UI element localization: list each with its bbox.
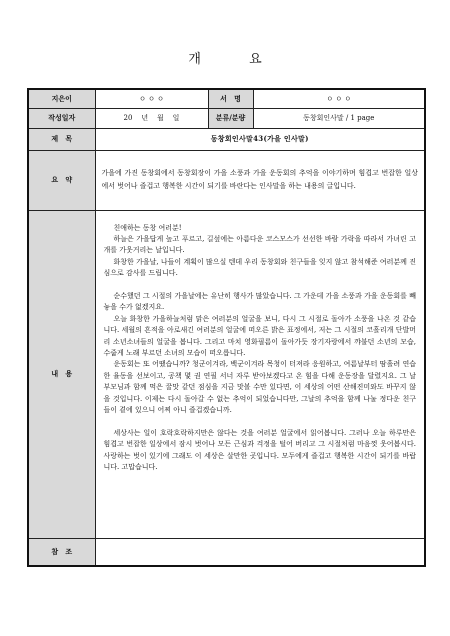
summary-form-table <box>27 88 426 567</box>
notes-row <box>28 538 425 566</box>
summary-text: 가을에 가진 동창회에서 동창회장이 가을 소풍과 가을 운동회의 추억을 이야기하며 힘겹고 번잡한 일상에서 벗어나 즐겁고 행복한 시간이 되기를 바란다는 인사말을 하는 내용의 글입니다. <box>95 150 425 210</box>
summary-row <box>28 150 425 210</box>
date-label: 작성일자 <box>28 108 95 128</box>
content-paragraph: 운동회는 또 어땠습니까? 청군이겨라, 백군이겨라 목청이 터져라 응원하고, 여름날부터 땀흘려 연습한 율동을 선보이고, 공책 몇 권 연필 서너 자루 받아보겠다고 온 힘을 다해 운동장을 달렸지요. 그 날 부모님과 함께 먹은 꿀맛 같던 점심을 지금 맛볼 수만 있다면, 이 세상의 어떤 산해진미와도 바꾸지 않을 것입니다. 이제는 다시 돌아갈 수 없는 추억이 되었습니다만, 그날의 추억을 함께 나눌 정다운 친구들이 곁에 있으니 어찌 아니 즐겁겠습니까. <box>103 360 416 414</box>
signature-value: ㅇ ㅇ ㅇ <box>253 89 425 108</box>
content-label: 내 용 <box>28 210 95 538</box>
notes-label: 참 조 <box>28 538 95 566</box>
content-row <box>28 210 425 538</box>
content-paragraph: 순수했던 그 시절의 가을날에는 유난히 행사가 많았습니다. 그 가운데 가을 소풍과 가을 운동회를 빼놓을 수가 없겠지요. <box>103 291 416 312</box>
notes-value <box>95 538 425 566</box>
subject-value: 동창회인사말43(가을 인사말) <box>95 128 425 150</box>
content-paragraph: 오늘 화창한 가을하늘처럼 맑은 여러분의 얼굴을 보니, 다시 그 시절로 돌아가 소풍을 나온 것 같습니다. 세월의 흔적을 아로새긴 여러분의 얼굴에 떠오른 밝은 표정에서, 저는 그 시절의 코흘리개 단발머리 소년소녀들의 얼굴을 봅니다. 그리고 마치 영화필름이 돌아가듯 장기자랑에서 꺄불던 소년의 모습, 수줍게 노래 부르던 소녀의 모습이 떠오릅니다. <box>103 314 416 357</box>
category-label: 분류/분량 <box>208 108 253 128</box>
author-row <box>28 89 425 108</box>
content-paragraph: 친애하는 동창 여러분! <box>113 223 182 232</box>
content-paragraph: 하늘은 가을답게 높고 푸르고, 길섶에는 아름다운 코스모스가 선선한 바람 가락을 따라서 가녀린 고개를 가웃거리는 날입니다. <box>103 234 416 255</box>
author-label: 지은이 <box>28 89 95 108</box>
paragraph-gap <box>104 280 417 291</box>
content-paragraph: 세상사는 일이 호락호락하지만은 않다는 것을 여러분 얼굴에서 읽어봅니다. 그러나 오늘 하루만은 힘겹고 번잡한 일상에서 잠시 벗어나 모든 근심과 걱정을 털어 버리고 그 시절처럼 마음껏 웃어봅시다. 사랑하는 벗이 있기에 그래도 이 세상은 살만한 곳입니다. 모두에게 즐겁고 행복한 시간이 되기를 바랍니다. 고맙습니다. <box>103 428 416 471</box>
paragraph-gap <box>104 416 417 427</box>
page-title: 개 요 <box>188 52 284 67</box>
signature-label: 서 명 <box>208 89 253 108</box>
category-value: 동창회인사말 / 1 page <box>253 108 425 128</box>
date-row <box>28 108 425 128</box>
content-paragraph: 화창한 가을날, 나들이 계획이 많으실 텐데 우리 동창회와 친구들을 잊지 않고 참석해준 여러분께 진심으로 감사를 드립니다. <box>103 257 416 278</box>
subject-label: 제 목 <box>28 128 95 150</box>
date-value: 20 년 월 일 <box>95 108 208 128</box>
author-value: ㅇ ㅇ ㅇ <box>95 89 208 108</box>
content-body <box>95 210 425 538</box>
subject-row <box>28 128 425 150</box>
summary-label: 요 약 <box>28 150 95 210</box>
